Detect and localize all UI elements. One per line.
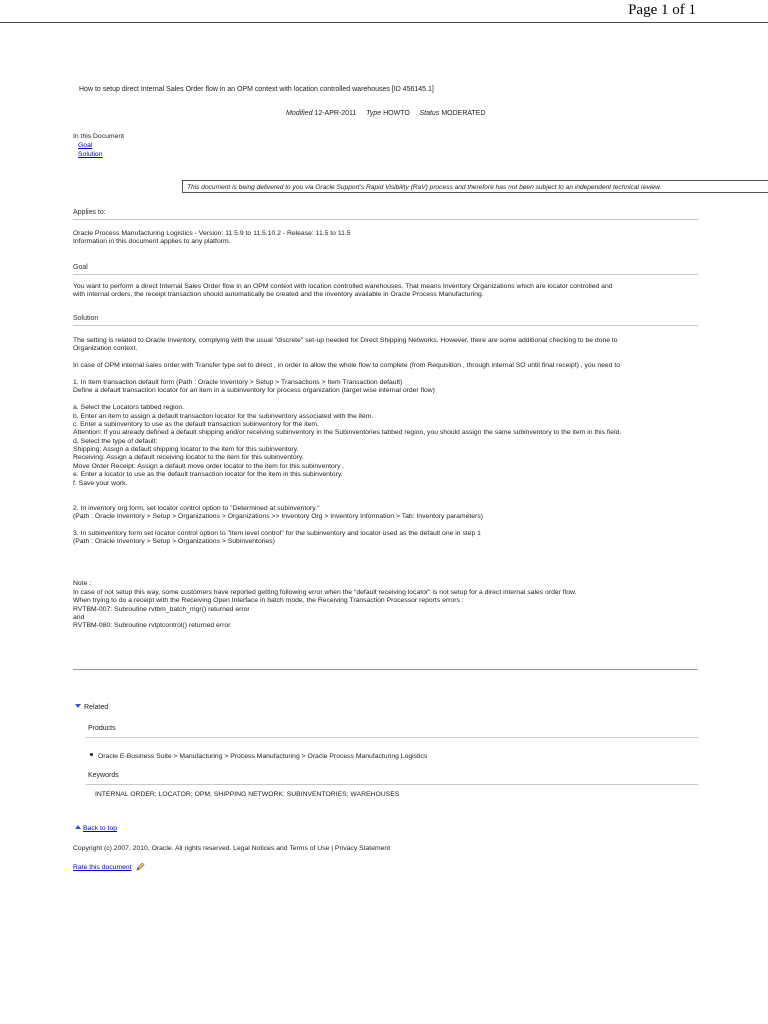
solution-line: Organization context.	[73, 345, 138, 353]
copyright-text: Copyright (c) 2007, 2010, Oracle. All rights reserved. Legal Notices and Terms of Use | Privacy Statement	[73, 845, 391, 852]
applies-to-heading: Applies to:	[73, 209, 106, 216]
applies-to-text	[73, 230, 351, 247]
solution-line: Shipping: Assign a default shipping locator to the item for this subinventory.	[73, 446, 299, 454]
back-to-top-label: Back to top	[83, 825, 118, 832]
keywords-list: INTERNAL ORDER; LOCATOR; OPM; SHIPPING NETWORK; SUBINVENTORIES; WAREHOUSES	[95, 791, 400, 798]
solution-line: 2. In inventory org form, set locator control option to "Determined at subinventory."	[73, 504, 320, 512]
content-end-divider	[73, 669, 698, 670]
type-label: Type	[366, 110, 382, 117]
rav-notice: This document is being delivered to you via Oracle Support's Rapid Visibility (RaV) process and therefore has not been subject to an independent technical review.	[182, 180, 768, 193]
solution-line: Attention: If you already defined a default shipping and/or receiving subinventory in the Subinventories tabbed region, you should assign the same subinventory to the item in this field.	[73, 429, 622, 437]
goal-text	[73, 283, 613, 300]
solution-line	[73, 522, 621, 530]
solution-line: Move Order Receipt: Assign a default move order locator to the item for this subinventory .	[73, 462, 345, 470]
page-number: Page 1 of 1	[628, 2, 696, 18]
solution-line	[73, 547, 621, 555]
solution-line	[73, 555, 621, 563]
back-to-top-link[interactable]	[75, 825, 117, 833]
status-label: Status	[419, 110, 440, 117]
solution-line: 1. In Item transaction default form (Path : Oracle Inventory > Setup > Transactions > Item Transaction default)	[73, 378, 403, 386]
solution-line	[73, 371, 621, 379]
solution-line: 3. In subinventory form set locator control option to "Item level control" for the subinventory and locator used as the default one in step 1	[73, 529, 481, 537]
status-value: MODERATED	[441, 110, 486, 117]
goal-heading: Goal	[73, 264, 88, 271]
solution-line: When trying to do a receipt with the Receiving Open Interface in batch mode, the Receiving Transaction Processor reports errors :	[73, 597, 464, 605]
applies-to-divider	[73, 219, 698, 220]
rate-document-link[interactable]: Rate this document	[73, 864, 132, 871]
modified-label: Modified	[286, 110, 313, 117]
solution-line	[73, 496, 621, 504]
solution-line: In case of OPM internal sales order with Transfer type set to direct , in order to allow the whole flow to complete (from Requisition , through internal SO until final receipt) , you need to	[73, 362, 621, 370]
products-divider	[86, 737, 698, 738]
pencil-icon	[136, 862, 145, 871]
solution-line: (Path : Oracle Inventory > Setup > Organizations > Subinventories)	[73, 538, 275, 546]
applies-to-line: Oracle Process Manufacturing Logistics - Version: 11.5.9 to 11.5.10.2 - Release: 11.5 to 11.5	[73, 230, 351, 237]
solution-divider	[73, 325, 698, 326]
solution-line: and	[73, 613, 85, 621]
goal-line: with internal orders, the receipt transaction should automatically be created and the inventory available in Oracle Process Manufacturing.	[73, 291, 484, 299]
toc-link-goal[interactable]: Goal	[78, 142, 93, 149]
solution-line: RVTBM-007: Subroutine rvtbm_batch_mgr() returned error	[73, 605, 250, 613]
products-label: Products	[88, 725, 116, 732]
solution-line	[73, 564, 621, 572]
solution-heading: Solution	[73, 315, 99, 322]
solution-line: In case of not setup this way, some customers have reported getting following error when the "default receiving locator" is not setup for a direct internal sales order flow.	[73, 588, 577, 596]
solution-line: (Path : Oracle Inventory > Setup > Organizations > Organizations >> Inventory Org > Inventory Information > Tab: Inventory parameters)	[73, 513, 483, 521]
solution-line	[73, 488, 621, 496]
rate-document[interactable]	[73, 862, 145, 872]
solution-line	[73, 572, 621, 580]
solution-line: d. Select the type of default:	[73, 437, 158, 445]
goal-divider	[73, 274, 698, 275]
solution-text	[73, 337, 621, 631]
solution-line: c. Enter a subinventory to use as the default transaction subinventory for the item.	[73, 420, 319, 428]
keywords-label: Keywords	[88, 772, 119, 779]
solution-line: e. Enter a locator to use as the default transaction locator for the item in this subinventory.	[73, 471, 343, 479]
solution-line: RVTBM-080: Subroutine rvtptcontrol() returned error	[73, 622, 231, 630]
related-heading: Related	[84, 704, 109, 711]
solution-line: The setting is related to Oracle Inventory, complying with the usual "discrete" set-up needed for Direct Shipping Networks. However, there are some additional checking to be done to	[73, 337, 618, 344]
applies-to-line: Information in this document applies to any platform.	[73, 238, 231, 246]
solution-line: f. Save your work.	[73, 479, 128, 487]
solution-line: a. Select the Locators tabbed region.	[73, 404, 185, 412]
solution-line: Note :	[73, 580, 92, 588]
solution-line: Receiving: Assign a default receiving locator to the item for this subinventory.	[73, 454, 304, 462]
document-title: How to setup direct Internal Sales Order flow in an OPM context with location controlled warehouses [ID 456145.1]	[79, 86, 434, 93]
modified-value: 12-APR-2011	[314, 110, 357, 117]
solution-line: Define a default transaction locator for an item in a subinventory for process organization (target wise internal order flow)	[73, 387, 435, 395]
product-item	[90, 753, 427, 761]
expand-triangle-icon	[75, 704, 81, 708]
type-value: HOWTO	[383, 110, 410, 117]
toc-link-solution[interactable]: Solution	[78, 151, 103, 158]
keywords-divider	[86, 784, 698, 785]
goal-line: You want to perform a direct Internal Sales Order flow in an OPM context with location controlled warehouses. That means Inventory Organizations which are locator controlled and	[73, 283, 613, 290]
header-divider	[0, 22, 768, 23]
document-meta	[286, 110, 486, 118]
solution-line	[73, 354, 621, 362]
bullet-icon	[90, 753, 93, 756]
toc-heading: In this Document	[73, 133, 124, 140]
solution-line: b. Enter an item to assign a default transaction locator for the subinventory associated with the item.	[73, 412, 374, 420]
product-path: Oracle E-Business Suite > Manufacturing > Process Manufacturing > Oracle Process Manufacturing Logistics	[98, 753, 428, 760]
related-toggle[interactable]	[75, 704, 108, 712]
solution-line	[73, 396, 621, 404]
up-arrow-icon	[75, 825, 81, 829]
